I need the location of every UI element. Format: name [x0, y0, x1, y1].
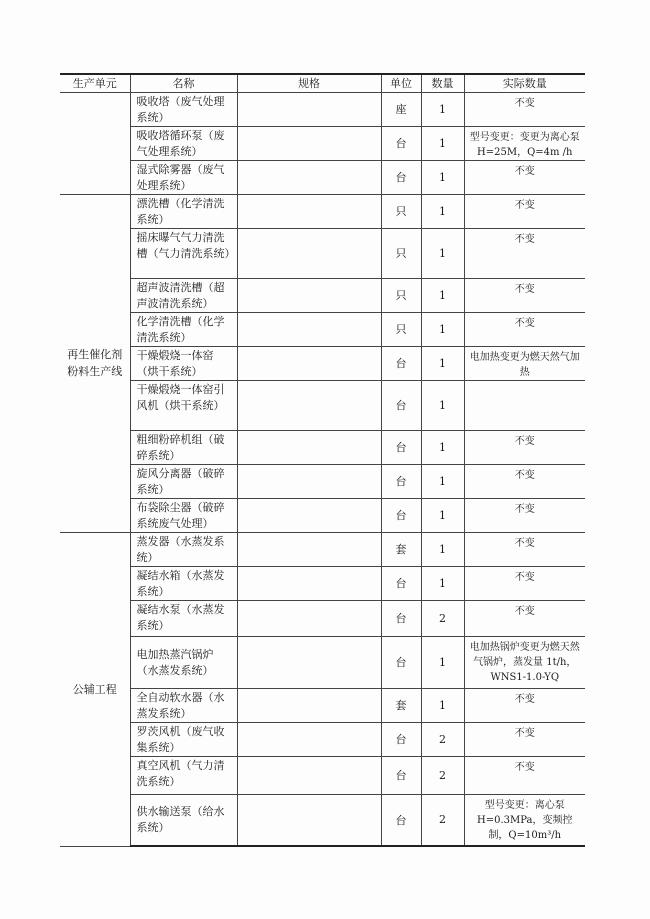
equipment-name: 吸收塔（废气处理系统）: [130, 92, 237, 126]
spec-cell: [237, 600, 381, 636]
equipment-name: 吸收塔循环泵（废气处理系统）: [130, 126, 237, 160]
quantity-cell: 1: [421, 126, 464, 160]
actual-quantity-cell: [464, 380, 585, 430]
production-unit-cell: 公辅工程: [60, 532, 130, 846]
actual-quantity-cell: 不变: [464, 688, 585, 722]
unit-cell: 台: [381, 346, 421, 380]
equipment-table: [60, 73, 585, 847]
unit-cell: 座: [381, 92, 421, 126]
table-row: [60, 722, 585, 756]
spec-cell: [237, 756, 381, 794]
actual-quantity-cell: 不变: [464, 92, 585, 126]
quantity-cell: 2: [421, 794, 464, 846]
quantity-cell: 1: [421, 430, 464, 464]
header-name: 名称: [130, 74, 237, 92]
equipment-name: 超声波清洗槽（超声波清洗系统）: [130, 278, 237, 312]
quantity-cell: 1: [421, 498, 464, 532]
actual-quantity-cell: 不变: [464, 278, 585, 312]
unit-cell: 台: [381, 794, 421, 846]
equipment-name: 旋风分离器（破碎系统）: [130, 464, 237, 498]
header-uom: 单位: [381, 74, 421, 92]
spec-cell: [237, 566, 381, 600]
table-row: [60, 160, 585, 194]
equipment-name: 湿式除雾器（废气处理系统）: [130, 160, 237, 194]
unit-cell: 台: [381, 600, 421, 636]
spec-cell: [237, 430, 381, 464]
unit-cell: 只: [381, 228, 421, 278]
table-row: [60, 566, 585, 600]
unit-cell: 套: [381, 688, 421, 722]
equipment-name: 全自动软水器（水蒸发系统）: [130, 688, 237, 722]
actual-quantity-cell: 不变: [464, 756, 585, 794]
unit-cell: 台: [381, 636, 421, 688]
table-row: [60, 794, 585, 846]
equipment-name: 漂洗槽（化学清洗系统）: [130, 194, 237, 228]
spec-cell: [237, 278, 381, 312]
spec-cell: [237, 532, 381, 566]
table-row: [60, 278, 585, 312]
spec-cell: [237, 636, 381, 688]
quantity-cell: 2: [421, 600, 464, 636]
quantity-cell: 1: [421, 228, 464, 278]
quantity-cell: 2: [421, 722, 464, 756]
spec-cell: [237, 228, 381, 278]
spec-cell: [237, 160, 381, 194]
header-spec: 规格: [237, 74, 381, 92]
unit-cell: 台: [381, 722, 421, 756]
actual-quantity-cell: 不变: [464, 600, 585, 636]
spec-cell: [237, 688, 381, 722]
equipment-name: 化学清洗槽（化学清洗系统）: [130, 312, 237, 346]
equipment-name: 蒸发器（水蒸发系统）: [130, 532, 237, 566]
table-row: [60, 430, 585, 464]
header-actual-quantity: 实际数量: [464, 74, 585, 92]
unit-cell: 台: [381, 430, 421, 464]
quantity-cell: 1: [421, 346, 464, 380]
spec-cell: [237, 498, 381, 532]
actual-quantity-cell: 不变: [464, 464, 585, 498]
unit-cell: 台: [381, 126, 421, 160]
table-row: [60, 194, 585, 228]
actual-quantity-cell: 不变: [464, 430, 585, 464]
unit-cell: 台: [381, 464, 421, 498]
equipment-name: 凝结水箱（水蒸发系统）: [130, 566, 237, 600]
unit-cell: 套: [381, 532, 421, 566]
table-row: [60, 380, 585, 430]
table-row: [60, 126, 585, 160]
actual-quantity-cell: 不变: [464, 312, 585, 346]
table-row: [60, 636, 585, 688]
actual-quantity-cell: 型号变更：离心泵 H=0.3MPa，变频控制，Q=10m³/h: [464, 794, 585, 846]
quantity-cell: 2: [421, 756, 464, 794]
equipment-name: 供水输送泵（给水系统）: [130, 794, 237, 846]
header-quantity: 数量: [421, 74, 464, 92]
unit-cell: 台: [381, 566, 421, 600]
table-row: [60, 498, 585, 532]
unit-cell: 台: [381, 756, 421, 794]
spec-cell: [237, 194, 381, 228]
equipment-name: 粗细粉碎机组（破碎系统）: [130, 430, 237, 464]
equipment-name: 罗茨风机（废气收集系统）: [130, 722, 237, 756]
actual-quantity-cell: 不变: [464, 194, 585, 228]
spec-cell: [237, 346, 381, 380]
equipment-name: 干燥煅烧一体窑引风机（烘干系统）: [130, 380, 237, 430]
table-row: [60, 346, 585, 380]
actual-quantity-cell: 不变: [464, 160, 585, 194]
equipment-name: 摇床曝气气力清洗槽（气力清洗系统）: [130, 228, 237, 278]
actual-quantity-cell: 型号变更：变更为离心泵 H=25M，Q=4m /h: [464, 126, 585, 160]
spec-cell: [237, 126, 381, 160]
spec-cell: [237, 794, 381, 846]
actual-quantity-cell: 不变: [464, 532, 585, 566]
actual-quantity-cell: 电加热变更为燃天然气加热: [464, 346, 585, 380]
table-row: [60, 600, 585, 636]
quantity-cell: 1: [421, 566, 464, 600]
quantity-cell: 1: [421, 92, 464, 126]
table-row: [60, 532, 585, 566]
unit-cell: 台: [381, 380, 421, 430]
spec-cell: [237, 464, 381, 498]
equipment-name: 干燥煅烧一体窑（烘干系统）: [130, 346, 237, 380]
table-row: [60, 464, 585, 498]
production-unit-cell: 再生催化剂粉料生产线: [60, 194, 130, 532]
unit-cell: 只: [381, 194, 421, 228]
table-header-row: [60, 74, 585, 92]
actual-quantity-cell: 不变: [464, 498, 585, 532]
equipment-name: 凝结水泵（水蒸发系统）: [130, 600, 237, 636]
spec-cell: [237, 722, 381, 756]
unit-cell: 只: [381, 278, 421, 312]
actual-quantity-cell: 不变: [464, 566, 585, 600]
quantity-cell: 1: [421, 688, 464, 722]
actual-quantity-cell: 不变: [464, 722, 585, 756]
quantity-cell: 1: [421, 160, 464, 194]
actual-quantity-cell: 电加热锅炉变更为燃天然气锅炉，蒸发量 1t/h，WNS1-1.0-YQ: [464, 636, 585, 688]
equipment-name: 真空风机（气力清洗系统）: [130, 756, 237, 794]
unit-cell: 台: [381, 160, 421, 194]
header-production-unit: 生产单元: [60, 74, 130, 92]
table-row: [60, 756, 585, 794]
quantity-cell: 1: [421, 380, 464, 430]
spec-cell: [237, 380, 381, 430]
spec-cell: [237, 92, 381, 126]
quantity-cell: 1: [421, 312, 464, 346]
equipment-name: 布袋除尘器（破碎系统废气处理）: [130, 498, 237, 532]
table-row: [60, 92, 585, 126]
spec-cell: [237, 312, 381, 346]
unit-cell: 台: [381, 498, 421, 532]
equipment-name: 电加热蒸汽锅炉（水蒸发系统）: [130, 636, 237, 688]
quantity-cell: 1: [421, 636, 464, 688]
quantity-cell: 1: [421, 464, 464, 498]
production-unit-cell: [60, 92, 130, 194]
table-row: [60, 228, 585, 278]
table-row: [60, 312, 585, 346]
quantity-cell: 1: [421, 194, 464, 228]
unit-cell: 只: [381, 312, 421, 346]
table-row: [60, 688, 585, 722]
actual-quantity-cell: 不变: [464, 228, 585, 278]
quantity-cell: 1: [421, 278, 464, 312]
quantity-cell: 1: [421, 532, 464, 566]
